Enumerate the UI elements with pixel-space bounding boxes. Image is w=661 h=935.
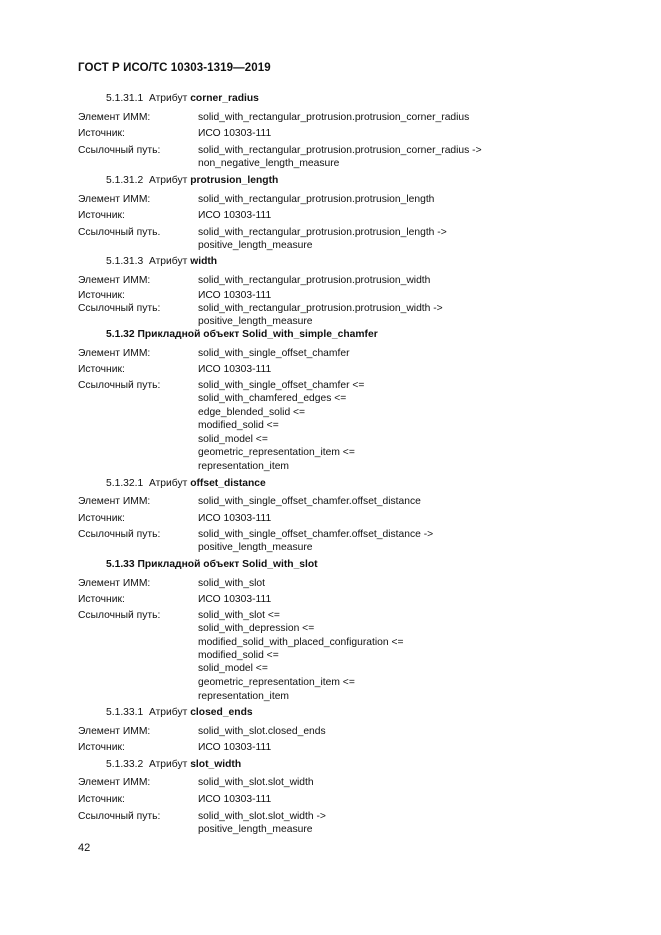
path-value: positive_length_measure: [198, 316, 313, 327]
path-value: solid_model <=: [198, 663, 268, 674]
path-value: modified_solid <=: [198, 650, 279, 661]
source-label: Источник:: [78, 290, 125, 301]
attribute-heading: [106, 706, 253, 719]
heading-number: 5.1.31.2: [106, 175, 144, 186]
path-value: solid_with_slot <=: [198, 610, 280, 621]
source-value: ИСО 10303-111: [198, 742, 272, 753]
attribute-heading: [106, 477, 266, 490]
element-label: Элемент ИММ:: [78, 726, 151, 737]
section-title: 5.1.32 Прикладной объект Solid_with_simple_chamfer: [106, 329, 378, 340]
path-label: Ссылочный путь.: [78, 227, 161, 238]
heading-number: 5.1.33.2: [106, 759, 144, 770]
attribute-heading: [106, 255, 217, 268]
attribute-heading: [106, 92, 259, 105]
element-value: solid_with_single_offset_chamfer: [198, 348, 350, 359]
attribute-name: slot_width: [190, 759, 242, 770]
path-value: geometric_representation_item <=: [198, 447, 355, 458]
heading-word: Атрибут: [148, 707, 188, 718]
heading-word: Атрибут: [148, 759, 188, 770]
element-label: Элемент ИММ:: [78, 112, 151, 123]
path-value: positive_length_measure: [198, 824, 313, 835]
source-label: Источник:: [78, 210, 125, 221]
source-value: ИСО 10303-111: [198, 513, 272, 524]
path-value: modified_solid <=: [198, 420, 279, 431]
attribute-heading: [106, 174, 278, 187]
heading-number: 5.1.31.1: [106, 93, 144, 104]
heading-word: Атрибут: [148, 93, 188, 104]
path-value: representation_item: [198, 461, 290, 472]
heading-word: Атрибут: [148, 478, 188, 489]
section-title: 5.1.33 Прикладной объект Solid_with_slot: [106, 559, 318, 570]
heading-number: 5.1.32.1: [106, 478, 144, 489]
page-number: 42: [78, 842, 91, 854]
path-label: Ссылочный путь:: [78, 380, 161, 391]
path-label: Ссылочный путь:: [78, 303, 161, 314]
source-value: ИСО 10303-111: [198, 210, 272, 221]
section-heading: [106, 328, 378, 341]
path-label: Ссылочный путь:: [78, 610, 161, 621]
element-value: solid_with_slot.closed_ends: [198, 726, 326, 737]
path-value: positive_length_measure: [198, 240, 313, 251]
path-label: Ссылочный путь:: [78, 145, 161, 156]
element-label: Элемент ИММ:: [78, 275, 151, 286]
element-value: solid_with_slot.slot_width: [198, 777, 314, 788]
source-label: Источник:: [78, 594, 125, 605]
heading-word: Атрибут: [148, 256, 188, 267]
source-value: ИСО 10303-111: [198, 290, 272, 301]
heading-number: 5.1.33.1: [106, 707, 144, 718]
element-label: Элемент ИММ:: [78, 194, 151, 205]
path-label: Ссылочный путь:: [78, 811, 161, 822]
element-label: Элемент ИММ:: [78, 578, 151, 589]
path-value: solid_with_rectangular_protrusion.protrusion_corner_radius ->: [198, 145, 482, 156]
path-value: solid_model <=: [198, 434, 268, 445]
element-value: solid_with_rectangular_protrusion.protrusion_width: [198, 275, 431, 286]
attribute-heading: [106, 758, 241, 771]
path-value: edge_blended_solid <=: [198, 407, 306, 418]
attribute-name: offset_distance: [190, 478, 266, 489]
path-label: Ссылочный путь:: [78, 529, 161, 540]
source-label: Источник:: [78, 513, 125, 524]
element-value: solid_with_rectangular_protrusion.protrusion_corner_radius: [198, 112, 470, 123]
element-label: Элемент ИММ:: [78, 348, 151, 359]
path-value: solid_with_rectangular_protrusion.protrusion_width ->: [198, 303, 443, 314]
attribute-name: width: [190, 256, 218, 267]
element-label: Элемент ИММ:: [78, 496, 151, 507]
path-value: solid_with_depression <=: [198, 623, 315, 634]
source-value: ИСО 10303-111: [198, 594, 272, 605]
path-value: solid_with_slot.slot_width ->: [198, 811, 326, 822]
source-label: Источник:: [78, 128, 125, 139]
heading-word: Атрибут: [148, 175, 188, 186]
element-value: solid_with_rectangular_protrusion.protrusion_length: [198, 194, 435, 205]
path-value: non_negative_length_measure: [198, 158, 340, 169]
element-value: solid_with_single_offset_chamfer.offset_distance: [198, 496, 421, 507]
section-heading: [106, 558, 318, 571]
heading-number: 5.1.31.3: [106, 256, 144, 267]
document-header: ГОСТ Р ИСО/ТС 10303-1319—2019: [78, 62, 271, 74]
path-value: solid_with_single_offset_chamfer <=: [198, 380, 365, 391]
source-value: ИСО 10303-111: [198, 128, 272, 139]
source-label: Источник:: [78, 794, 125, 805]
attribute-name: protrusion_length: [190, 175, 279, 186]
source-value: ИСО 10303-111: [198, 794, 272, 805]
path-value: geometric_representation_item <=: [198, 677, 355, 688]
path-value: modified_solid_with_placed_configuration <=: [198, 637, 404, 648]
source-label: Источник:: [78, 742, 125, 753]
element-value: solid_with_slot: [198, 578, 265, 589]
element-label: Элемент ИММ:: [78, 777, 151, 788]
source-label: Источник:: [78, 364, 125, 375]
path-value: positive_length_measure: [198, 542, 313, 553]
path-value: solid_with_chamfered_edges <=: [198, 393, 347, 404]
path-value: representation_item: [198, 691, 290, 702]
path-value: solid_with_rectangular_protrusion.protrusion_length ->: [198, 227, 447, 238]
attribute-name: closed_ends: [190, 707, 253, 718]
path-value: solid_with_single_offset_chamfer.offset_distance ->: [198, 529, 434, 540]
source-value: ИСО 10303-111: [198, 364, 272, 375]
attribute-name: corner_radius: [190, 93, 259, 104]
